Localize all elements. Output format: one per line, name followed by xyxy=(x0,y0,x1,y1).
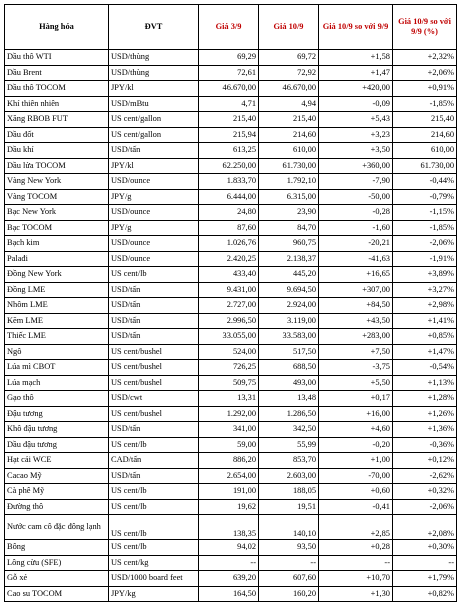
table-row xyxy=(5,205,457,221)
price-10-9-cell: 2.924,00 xyxy=(259,298,319,314)
price-3-9-cell: 639,20 xyxy=(199,571,259,587)
price-3-9-cell: 87,60 xyxy=(199,220,259,236)
price-3-9-cell: 433,40 xyxy=(199,267,259,283)
commodity-name: Khô đậu tương xyxy=(5,422,109,438)
table-row xyxy=(5,360,457,376)
commodity-name: Nước cam cô đặc đông lạnh xyxy=(5,515,109,540)
change-percent-cell: -1,85% xyxy=(393,220,457,236)
price-10-9-cell: 214,60 xyxy=(259,127,319,143)
change-percent-cell: +0,30% xyxy=(393,540,457,556)
change-cell: +420,00 xyxy=(319,81,393,97)
change-cell: +84,50 xyxy=(319,298,393,314)
change-percent-cell: +3,89% xyxy=(393,267,457,283)
unit-cell: JPY/g xyxy=(109,220,199,236)
table-row xyxy=(5,251,457,267)
table-row xyxy=(5,65,457,81)
price-10-9-cell: 1.792,10 xyxy=(259,174,319,190)
unit-cell: USD/tấn xyxy=(109,282,199,298)
unit-cell: US cent/gallon xyxy=(109,127,199,143)
price-3-9-cell: 215,94 xyxy=(199,127,259,143)
price-10-9-cell: 1.286,50 xyxy=(259,406,319,422)
commodity-name: Đồng New York xyxy=(5,267,109,283)
price-3-9-cell: 613,25 xyxy=(199,143,259,159)
change-cell: -0,41 xyxy=(319,499,393,515)
change-percent-cell: +2,08% xyxy=(393,515,457,540)
change-cell: +360,00 xyxy=(319,158,393,174)
change-percent-cell: 215,40 xyxy=(393,112,457,128)
price-3-9-cell: 2.420,25 xyxy=(199,251,259,267)
table-row xyxy=(5,298,457,314)
table-row xyxy=(5,515,457,540)
header-change: Giá 10/9 so với 9/9 xyxy=(319,5,393,50)
table-row xyxy=(5,437,457,453)
price-10-9-cell: 610,00 xyxy=(259,143,319,159)
header-price-3-9: Giá 3/9 xyxy=(199,5,259,50)
unit-cell: USD/ounce xyxy=(109,251,199,267)
unit-cell: USD/tấn xyxy=(109,298,199,314)
price-10-9-cell: -- xyxy=(259,555,319,571)
price-10-9-cell: 61.730,00 xyxy=(259,158,319,174)
table-row xyxy=(5,468,457,484)
commodity-name: Dầu lửa TOCOM xyxy=(5,158,109,174)
change-percent-cell: -2,62% xyxy=(393,468,457,484)
change-percent-cell: -- xyxy=(393,555,457,571)
change-percent-cell: +0,12% xyxy=(393,453,457,469)
change-cell: +1,00 xyxy=(319,453,393,469)
change-cell: +2,85 xyxy=(319,515,393,540)
header-change-percent: Giá 10/9 so với 9/9 (%) xyxy=(393,5,457,50)
change-percent-cell: 61.730,00 xyxy=(393,158,457,174)
change-cell: -0,20 xyxy=(319,437,393,453)
price-10-9-cell: 140,10 xyxy=(259,515,319,540)
price-3-9-cell: 62.250,00 xyxy=(199,158,259,174)
table-row xyxy=(5,220,457,236)
unit-cell: CAD/tấn xyxy=(109,453,199,469)
unit-cell: US cent/lb xyxy=(109,267,199,283)
price-3-9-cell: 509,75 xyxy=(199,375,259,391)
unit-cell: USD/tấn xyxy=(109,329,199,345)
price-3-9-cell: 191,00 xyxy=(199,484,259,500)
price-3-9-cell: 33.055,00 xyxy=(199,329,259,345)
commodity-name: Xăng RBOB FUT xyxy=(5,112,109,128)
price-3-9-cell: 2.727,00 xyxy=(199,298,259,314)
price-10-9-cell: 188,05 xyxy=(259,484,319,500)
unit-cell: USD/tấn xyxy=(109,313,199,329)
change-cell: +5,50 xyxy=(319,375,393,391)
change-percent-cell: +0,82% xyxy=(393,586,457,602)
unit-cell: JPY/kl xyxy=(109,81,199,97)
commodity-name: Gỗ xẻ xyxy=(5,571,109,587)
change-cell: -50,00 xyxy=(319,189,393,205)
price-3-9-cell: 886,20 xyxy=(199,453,259,469)
change-percent-cell: +2,32% xyxy=(393,50,457,66)
change-percent-cell: -1,91% xyxy=(393,251,457,267)
price-3-9-cell: 215,40 xyxy=(199,112,259,128)
change-cell: +3,50 xyxy=(319,143,393,159)
price-10-9-cell: 9.694,50 xyxy=(259,282,319,298)
commodity-name: Khí thiên nhiên xyxy=(5,96,109,112)
change-cell: +43,50 xyxy=(319,313,393,329)
unit-cell: USD/ounce xyxy=(109,205,199,221)
change-percent-cell: +0,32% xyxy=(393,484,457,500)
price-3-9-cell: 726,25 xyxy=(199,360,259,376)
table-row xyxy=(5,499,457,515)
change-cell: +5,43 xyxy=(319,112,393,128)
price-3-9-cell: 1.292,00 xyxy=(199,406,259,422)
commodity-name: Palađi xyxy=(5,251,109,267)
price-10-9-cell: 55,99 xyxy=(259,437,319,453)
commodity-name: Bạc TOCOM xyxy=(5,220,109,236)
change-percent-cell: -2,06% xyxy=(393,499,457,515)
price-10-9-cell: 19,51 xyxy=(259,499,319,515)
commodity-name: Đường thô xyxy=(5,499,109,515)
price-3-9-cell: -- xyxy=(199,555,259,571)
table-row xyxy=(5,375,457,391)
price-10-9-cell: 517,50 xyxy=(259,344,319,360)
change-percent-cell: +0,85% xyxy=(393,329,457,345)
price-10-9-cell: 23,90 xyxy=(259,205,319,221)
table-row xyxy=(5,329,457,345)
change-cell: +307,00 xyxy=(319,282,393,298)
price-10-9-cell: 2.603,00 xyxy=(259,468,319,484)
table-row xyxy=(5,174,457,190)
unit-cell: US cent/bushel xyxy=(109,406,199,422)
commodity-name: Bông xyxy=(5,540,109,556)
price-10-9-cell: 960,75 xyxy=(259,236,319,252)
price-3-9-cell: 94,02 xyxy=(199,540,259,556)
change-percent-cell: +1,26% xyxy=(393,406,457,422)
commodity-name: Dầu Brent xyxy=(5,65,109,81)
unit-cell: US cent/bushel xyxy=(109,344,199,360)
unit-cell: USD/cwt xyxy=(109,391,199,407)
commodity-name: Lúa mì CBOT xyxy=(5,360,109,376)
change-percent-cell: +0,91% xyxy=(393,81,457,97)
commodity-name: Dầu khí xyxy=(5,143,109,159)
table-body xyxy=(5,50,457,602)
change-cell: -- xyxy=(319,555,393,571)
price-10-9-cell: 445,20 xyxy=(259,267,319,283)
unit-cell: USD/1000 board feet xyxy=(109,571,199,587)
price-3-9-cell: 6.444,00 xyxy=(199,189,259,205)
price-3-9-cell: 524,00 xyxy=(199,344,259,360)
table-header-row xyxy=(5,5,457,50)
table-row xyxy=(5,484,457,500)
price-10-9-cell: 72,92 xyxy=(259,65,319,81)
unit-cell: US cent/lb xyxy=(109,437,199,453)
commodity-name: Vàng New York xyxy=(5,174,109,190)
price-10-9-cell: 4,94 xyxy=(259,96,319,112)
unit-cell: USD/tấn xyxy=(109,422,199,438)
change-cell: +10,70 xyxy=(319,571,393,587)
price-3-9-cell: 1.026,76 xyxy=(199,236,259,252)
change-cell: +0,17 xyxy=(319,391,393,407)
change-percent-cell: -0,44% xyxy=(393,174,457,190)
commodity-name: Gạo thô xyxy=(5,391,109,407)
change-percent-cell: +1,36% xyxy=(393,422,457,438)
table-row xyxy=(5,540,457,556)
unit-cell: USD/tấn xyxy=(109,468,199,484)
commodity-name: Bạc New York xyxy=(5,205,109,221)
change-percent-cell: +3,27% xyxy=(393,282,457,298)
change-percent-cell: -1,15% xyxy=(393,205,457,221)
price-10-9-cell: 688,50 xyxy=(259,360,319,376)
unit-cell: USD/ounce xyxy=(109,174,199,190)
change-cell: +16,65 xyxy=(319,267,393,283)
table-row xyxy=(5,267,457,283)
price-10-9-cell: 69,72 xyxy=(259,50,319,66)
commodity-name: Hạt cải WCE xyxy=(5,453,109,469)
price-10-9-cell: 160,20 xyxy=(259,586,319,602)
change-cell: -3,75 xyxy=(319,360,393,376)
change-percent-cell: +1,79% xyxy=(393,571,457,587)
change-cell: +3,23 xyxy=(319,127,393,143)
change-cell: -20,21 xyxy=(319,236,393,252)
change-cell: -7,90 xyxy=(319,174,393,190)
price-3-9-cell: 72,61 xyxy=(199,65,259,81)
unit-cell: US cent/kg xyxy=(109,555,199,571)
change-percent-cell: +1,47% xyxy=(393,344,457,360)
commodity-name: Cao su TOCOM xyxy=(5,586,109,602)
price-3-9-cell: 341,00 xyxy=(199,422,259,438)
price-10-9-cell: 607,60 xyxy=(259,571,319,587)
unit-cell: US cent/lb xyxy=(109,540,199,556)
change-percent-cell: +2,06% xyxy=(393,65,457,81)
change-percent-cell: 610,00 xyxy=(393,143,457,159)
table-row xyxy=(5,422,457,438)
change-cell: +0,28 xyxy=(319,540,393,556)
price-3-9-cell: 164,50 xyxy=(199,586,259,602)
change-cell: +1,58 xyxy=(319,50,393,66)
price-3-9-cell: 13,31 xyxy=(199,391,259,407)
table-row xyxy=(5,127,457,143)
price-3-9-cell: 9.431,00 xyxy=(199,282,259,298)
change-cell: -0,28 xyxy=(319,205,393,221)
price-10-9-cell: 6.315,00 xyxy=(259,189,319,205)
price-3-9-cell: 2.654,00 xyxy=(199,468,259,484)
table-row xyxy=(5,158,457,174)
change-percent-cell: +2,98% xyxy=(393,298,457,314)
commodity-name: Kẽm LME xyxy=(5,313,109,329)
commodity-name: Cà phê Mỹ xyxy=(5,484,109,500)
table-row xyxy=(5,282,457,298)
header-commodity: Hàng hóa xyxy=(5,5,109,50)
table-row xyxy=(5,555,457,571)
commodity-name: Dầu đậu tương xyxy=(5,437,109,453)
header-unit: ĐVT xyxy=(109,5,199,50)
change-cell: -0,09 xyxy=(319,96,393,112)
change-percent-cell: -0,79% xyxy=(393,189,457,205)
commodity-name: Dầu đốt xyxy=(5,127,109,143)
unit-cell: US cent/lb xyxy=(109,515,199,540)
unit-cell: USD/thùng xyxy=(109,50,199,66)
price-10-9-cell: 215,40 xyxy=(259,112,319,128)
price-3-9-cell: 2.996,50 xyxy=(199,313,259,329)
commodity-name: Dầu thô TOCOM xyxy=(5,81,109,97)
unit-cell: USD/mBtu xyxy=(109,96,199,112)
price-10-9-cell: 46.670,00 xyxy=(259,81,319,97)
unit-cell: JPY/g xyxy=(109,189,199,205)
commodity-price-table xyxy=(4,4,457,602)
change-cell: +4,60 xyxy=(319,422,393,438)
price-10-9-cell: 84,70 xyxy=(259,220,319,236)
change-cell: -1,60 xyxy=(319,220,393,236)
change-percent-cell: -0,36% xyxy=(393,437,457,453)
commodity-name: Nhôm LME xyxy=(5,298,109,314)
price-3-9-cell: 1.833,70 xyxy=(199,174,259,190)
change-cell: -41,63 xyxy=(319,251,393,267)
table-row xyxy=(5,453,457,469)
change-cell: +283,00 xyxy=(319,329,393,345)
unit-cell: US cent/lb xyxy=(109,499,199,515)
price-3-9-cell: 4,71 xyxy=(199,96,259,112)
table-row xyxy=(5,112,457,128)
price-3-9-cell: 19,62 xyxy=(199,499,259,515)
table-row xyxy=(5,50,457,66)
unit-cell: US cent/gallon xyxy=(109,112,199,128)
header-price-10-9: Giá 10/9 xyxy=(259,5,319,50)
unit-cell: US cent/bushel xyxy=(109,375,199,391)
change-percent-cell: +1,28% xyxy=(393,391,457,407)
commodity-name: Cacao Mỹ xyxy=(5,468,109,484)
table-row xyxy=(5,143,457,159)
unit-cell: USD/ounce xyxy=(109,236,199,252)
change-cell: +1,47 xyxy=(319,65,393,81)
price-10-9-cell: 493,00 xyxy=(259,375,319,391)
change-cell: +7,50 xyxy=(319,344,393,360)
table-row xyxy=(5,236,457,252)
change-cell: +1,30 xyxy=(319,586,393,602)
price-10-9-cell: 33.583,00 xyxy=(259,329,319,345)
change-percent-cell: +1,41% xyxy=(393,313,457,329)
table-row xyxy=(5,586,457,602)
commodity-name: Bạch kim xyxy=(5,236,109,252)
price-3-9-cell: 46.670,00 xyxy=(199,81,259,97)
price-10-9-cell: 93,50 xyxy=(259,540,319,556)
table-row xyxy=(5,391,457,407)
commodity-name: Dầu thô WTI xyxy=(5,50,109,66)
price-10-9-cell: 853,70 xyxy=(259,453,319,469)
commodity-name: Đậu tương xyxy=(5,406,109,422)
commodity-name: Lúa mạch xyxy=(5,375,109,391)
change-percent-cell: -0,54% xyxy=(393,360,457,376)
table-row xyxy=(5,81,457,97)
change-cell: -70,00 xyxy=(319,468,393,484)
commodity-name: Ngô xyxy=(5,344,109,360)
price-3-9-cell: 24,80 xyxy=(199,205,259,221)
change-percent-cell: -2,06% xyxy=(393,236,457,252)
table-row xyxy=(5,189,457,205)
table-row xyxy=(5,571,457,587)
change-cell: +16,00 xyxy=(319,406,393,422)
unit-cell: US cent/lb xyxy=(109,484,199,500)
commodity-name: Thiếc LME xyxy=(5,329,109,345)
table-row xyxy=(5,406,457,422)
table-row xyxy=(5,96,457,112)
commodity-name: Lông cừu (SFE) xyxy=(5,555,109,571)
unit-cell: JPY/kg xyxy=(109,586,199,602)
unit-cell: USD/tấn xyxy=(109,143,199,159)
price-10-9-cell: 342,50 xyxy=(259,422,319,438)
price-3-9-cell: 59,00 xyxy=(199,437,259,453)
price-10-9-cell: 3.119,00 xyxy=(259,313,319,329)
unit-cell: US cent/bushel xyxy=(109,360,199,376)
unit-cell: JPY/kl xyxy=(109,158,199,174)
change-cell: +0,60 xyxy=(319,484,393,500)
price-3-9-cell: 138,35 xyxy=(199,515,259,540)
commodity-name: Đồng LME xyxy=(5,282,109,298)
unit-cell: USD/thùng xyxy=(109,65,199,81)
price-10-9-cell: 2.138,37 xyxy=(259,251,319,267)
table-row xyxy=(5,344,457,360)
commodity-name: Vàng TOCOM xyxy=(5,189,109,205)
price-10-9-cell: 13,48 xyxy=(259,391,319,407)
table-row xyxy=(5,313,457,329)
change-percent-cell: -1,85% xyxy=(393,96,457,112)
change-percent-cell: +1,13% xyxy=(393,375,457,391)
price-3-9-cell: 69,29 xyxy=(199,50,259,66)
change-percent-cell: 214,60 xyxy=(393,127,457,143)
